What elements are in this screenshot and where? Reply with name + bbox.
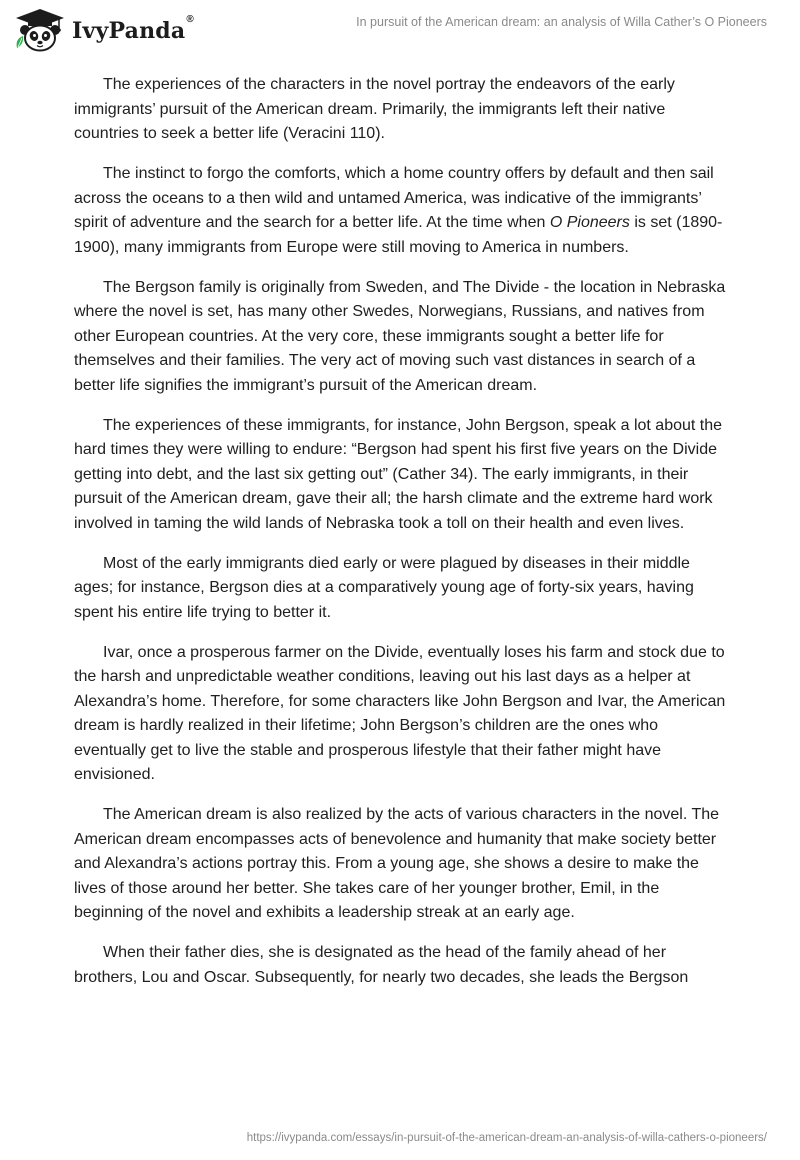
registered-mark: ® [186,14,194,25]
paragraph: The experiences of the characters in the novel portray the endeavors of the early immigrants’ pursuit of the American dream. Primarily, the immigrants left their native countries to seek a better life (Veracini 110). [74,76,675,142]
paragraph: The experiences of these immigrants, for instance, John Bergson, speak a lot about the hard times they were willing to endure: “Bergson had spent his first five years on the Divide getting into debt, and the last six getting out” (Cather 34). The early immigrants, in their pursuit of the American dream, gave their all; the harsh climate and the extreme hard work involved in taming the wild lands of Nebraska took a toll on their health and even lives. [74,416,723,532]
paragraph: Ivar, once a prosperous farmer on the Divide, eventually loses his farm and stock due to the harsh and unpredictable weather conditions, leaving out his last days as a helper at Alexandra’s home. Therefore, for some characters like John Bergson and Ivar, the American dream is hardly realized in their lifetime; John Bergson’s children are the ones who eventually get to live the stable and prosperous lifestyle that their father might have envisioned. [74,643,726,783]
document-title: In pursuit of the American dream: an analysis of Willa Cather’s O Pioneers [356,15,767,29]
paragraph-text: is set (1890-1900), many immigrants from Europe were still moving to America in numbers. [74,214,723,256]
source-url[interactable]: https://ivypanda.com/essays/in-pursuit-of-the-american-dream-an-analysis-of-willa-cathers-o-pioneers/ [246,1132,767,1144]
brand-name: IvyPanda® [72,14,194,44]
essay-body [74,73,729,1006]
paragraph: The Bergson family is originally from Sweden, and The Divide - the location in Nebraska where the novel is set, has many other Swedes, Norwegians, Russians, and natives from other European countries. At the very core, these immigrants sought a better life for themselves and their families. The very act of moving such vast distances in search of a better life signifies the immigrant’s pursuit of the American dream. [74,278,726,394]
paragraph: Most of the early immigrants died early or were plagued by diseases in their middle ages; for instance, Bergson dies at a comparatively young age of forty-six years, having spent his entire life trying to better it. [74,554,694,621]
paragraph-text: The instinct to forgo the comforts, which a home country offers by default and then sail across the oceans to a then wild and untamed America, was indicative of the immigrants’ spirit of adventure and the search for a better life. At the time when [74,165,714,231]
ivypanda-logo[interactable] [12,8,194,52]
paragraph [74,162,729,260]
book-title: O Pioneers [549,214,630,231]
panda-graduate-icon [12,8,66,52]
paragraph: When their father dies, she is designated as the head of the family ahead of her brothers, Lou and Oscar. Subsequently, for nearly two decades, she leads the Bergson [74,944,689,986]
page-header [0,0,800,60]
paragraph: The American dream is also realized by the acts of various characters in the novel. The American dream encompasses acts of benevolence and humanity that make society better and Alexandra’s actions portray this. From a young age, she shows a desire to make the lives of those around her better. She takes care of her younger brother, Emil, in the beginning of the novel and exhibits a leadership streak at an early age. [74,806,720,921]
